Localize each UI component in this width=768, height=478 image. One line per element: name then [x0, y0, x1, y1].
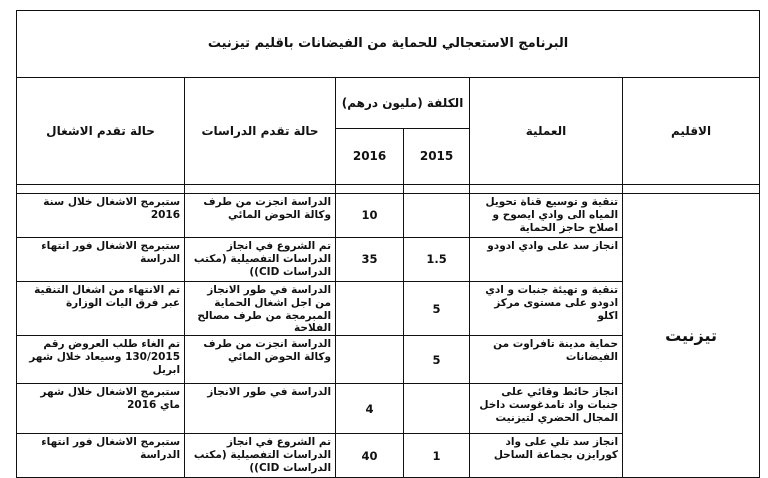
- cost-2016-cell: [336, 282, 404, 336]
- spacer-cell: [185, 185, 336, 194]
- study-status-cell: الدراسة انجزت من طرف وكالة الحوض المائي: [185, 194, 336, 238]
- operation-cell: تنقية و تهيئة جنبات و ادي ادودو على مستوى مركز اكلو: [470, 282, 623, 336]
- header-region: الاقليم: [623, 78, 760, 185]
- operation-cell: انجاز سد على وادي ادودو: [470, 238, 623, 282]
- cost-2015-cell: [404, 384, 470, 434]
- study-status-cell: الدراسة انجزت من طرف وكالة الحوض المائي: [185, 336, 336, 384]
- works-status-cell: تم الغاء طلب العروض رقم 130/2015 وسيعاد خلال شهر ابريل: [17, 336, 185, 384]
- operation-cell: حماية مدينة تافراوت من الفيضانات: [470, 336, 623, 384]
- works-status-cell: تم الانتهاء من اشغال التنقية عبر فرق اليات الوزارة: [17, 282, 185, 336]
- header-cost: الكلفة (مليون درهم): [336, 78, 470, 129]
- spacer-cell: [404, 185, 470, 194]
- header-works-status: حالة تقدم الاشغال: [17, 78, 185, 185]
- study-status-cell: تم الشروع في انجاز الدراسات التفصيلية (مكتب الدراسات CID)): [185, 238, 336, 282]
- cost-2016-cell: 40: [336, 434, 404, 478]
- header-operation: العملية: [470, 78, 623, 185]
- works-status-cell: ستبرمج الاشغال فور انتهاء الدراسة: [17, 238, 185, 282]
- study-status-cell: تم الشروع في انجاز الدراسات التفصيلية (مكتب الدراسات CID)): [185, 434, 336, 478]
- flood-program-table: [16, 10, 760, 478]
- region-cell: تيزنيت: [623, 194, 760, 478]
- header-year-2015: 2015: [404, 129, 470, 185]
- operation-cell: انجاز سد تلي على واد كورايزن بجماعة الساحل: [470, 434, 623, 478]
- study-status-cell: الدراسة في طور الانجاز: [185, 384, 336, 434]
- header-study-status: حالة تقدم الدراسات: [185, 78, 336, 185]
- works-status-cell: ستبرمج الاشغال خلال شهر ماي 2016: [17, 384, 185, 434]
- cost-2015-cell: 5: [404, 282, 470, 336]
- cost-2016-cell: [336, 336, 404, 384]
- works-status-cell: ستبرمج الاشغال فور انتهاء الدراسة: [17, 434, 185, 478]
- cost-2015-cell: 1.5: [404, 238, 470, 282]
- cost-2015-cell: 5: [404, 336, 470, 384]
- operation-cell: انجاز حائط وقائي على جنبات واد تامدغوست داخل المجال الحضري لتيزنيت: [470, 384, 623, 434]
- table-title: البرنامج الاستعجالي للحماية من الفيضانات باقليم تيزنيت: [17, 11, 760, 78]
- cost-2016-cell: 10: [336, 194, 404, 238]
- spacer-cell: [336, 185, 404, 194]
- cost-2015-cell: [404, 194, 470, 238]
- table-row: [17, 194, 760, 238]
- cost-2016-cell: 4: [336, 384, 404, 434]
- spacer-cell: [470, 185, 623, 194]
- operation-cell: تنقية و توسيع قناة تحويل المياه الى وادي ايصوح و اصلاح حاجز الحماية: [470, 194, 623, 238]
- study-status-cell: الدراسة في طور الانجاز من اجل اشغال الحماية المبرمجة من طرف مصالح الفلاحة: [185, 282, 336, 336]
- header-year-2016: 2016: [336, 129, 404, 185]
- spacer-cell: [623, 185, 760, 194]
- works-status-cell: ستبرمج الاشغال خلال سنة 2016: [17, 194, 185, 238]
- cost-2016-cell: 35: [336, 238, 404, 282]
- cost-2015-cell: 1: [404, 434, 470, 478]
- spacer-cell: [17, 185, 185, 194]
